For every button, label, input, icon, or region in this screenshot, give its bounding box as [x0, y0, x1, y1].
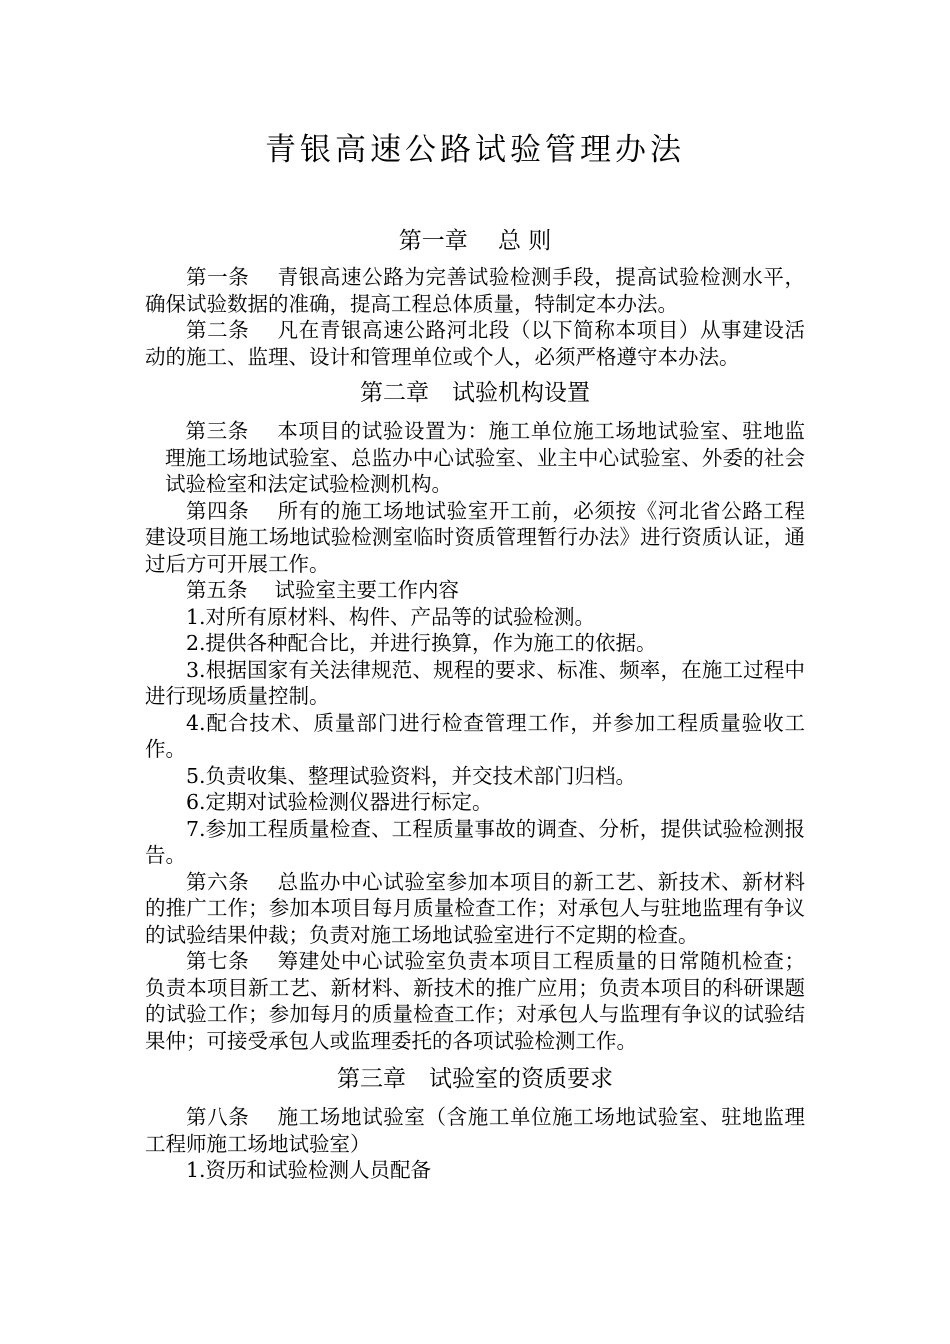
article-5 [145, 577, 805, 604]
article-8-text: 施工场地试验室（含施工单位施工场地试验室、驻地监理工程师施工场地试验室） [145, 1105, 805, 1156]
article-8-item: 1.资历和试验检测人员配备 [186, 1158, 432, 1182]
article-2-text: 凡在青银高速公路河北段（以下简称本项目）从事建设活动的施工、监理、设计和管理单位或个人，必须严格遵守本办法。 [145, 318, 805, 369]
article-1-text: 青银高速公路为完善试验检测手段，提高试验检测水平，确保试验数据的准确，提高工程总体质量，特制定本办法。 [145, 265, 805, 316]
article-2-label: 第二条 [186, 318, 250, 342]
document-body [145, 224, 805, 1184]
article-6-text: 总监办中心试验室参加本项目的新工艺、新技术、新材料的推广工作；参加本项目每月质量检查工作；对承包人与驻地监理有争议的试验结果仲裁；负责对施工场地试验室进行不定期的检查。 [145, 869, 805, 947]
article-1-label: 第一条 [186, 265, 250, 289]
article-5-item: 7.参加工程质量检查、工程质量事故的调查、分析，提供试验检测报告。 [145, 816, 805, 867]
article-5-label: 第五条 [186, 578, 248, 602]
article-5-item: 4.配合技术、质量部门进行检查管理工作，并参加工程质量验收工作。 [145, 710, 805, 761]
article-7-text: 筹建处中心试验室负责本项目工程质量的日常随机检查；负责本项目新工艺、新材料、新技术的推广应用；负责本项目的科研课题的试验工作；参加每月的质量检查工作；对承包人与监理有争议的试验结果仲；可接受承包人或监理委托的各项试验检测工作。 [145, 949, 805, 1053]
article-8-label: 第八条 [186, 1105, 250, 1129]
chapter-1-heading: 第一章 总 则 [398, 228, 552, 254]
article-4-label: 第四条 [186, 498, 250, 523]
article-5-item: 6.定期对试验检测仪器进行标定。 [186, 790, 493, 814]
article-5-item: 1.对所有原材料、构件、产品等的试验检测。 [186, 604, 596, 629]
article-5-item: 5.负责收集、整理试验资料，并交技术部门归档。 [186, 763, 637, 788]
chapter-2-heading: 第二章 试验机构设置 [360, 380, 590, 406]
article-3-label: 第三条 [185, 419, 249, 443]
article-1 [145, 264, 805, 317]
article-7-label: 第七条 [186, 949, 250, 973]
article-3 [165, 418, 805, 498]
article-5-text: 试验室主要工作内容 [274, 578, 460, 602]
article-5-item: 3.根据国家有关法律规范、规程的要求、标准、频率，在施工过程中进行现场质量控制。 [145, 657, 805, 708]
article-6 [145, 869, 805, 949]
article-3-text: 本项目的试验设置为：施工单位施工场地试验室、驻地监理施工场地试验室、总监办中心试验室、业主中心试验室、外委的社会试验检室和法定试验检测机构。 [165, 419, 806, 496]
article-5-item: 2.提供各种配合比，并进行换算，作为施工的依据。 [186, 631, 657, 655]
chapter-3-heading: 第三章 试验室的资质要求 [337, 1066, 613, 1092]
article-4-text: 所有的施工场地试验室开工前，必须按《河北省公路工程建设项目施工场地试验检测室临时资质管理暂行办法》进行资质认证，通过后方可开展工作。 [145, 498, 805, 576]
article-8 [145, 1104, 805, 1157]
article-2 [145, 317, 805, 370]
document-title: 青银高速公路试验管理办法 [265, 132, 685, 168]
article-4 [145, 498, 805, 578]
article-7 [145, 948, 805, 1054]
article-3-block [145, 418, 805, 498]
article-6-label: 第六条 [186, 869, 250, 894]
